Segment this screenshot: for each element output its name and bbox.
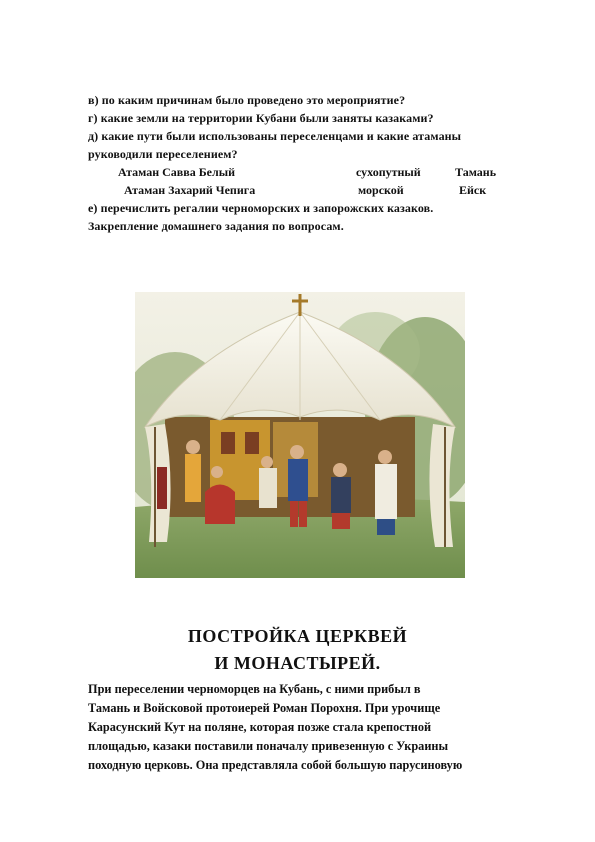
paragraph-line: При переселении черноморцев на Кубань, с ними прибыл в (88, 682, 421, 696)
question-v: в) по каким причинам было проведено это мероприятие? (88, 93, 406, 107)
section-title-line2: И МОНАСТЫРЕЙ. (214, 653, 381, 673)
section-title-line1: ПОСТРОЙКА ЦЕРКВЕЙ (187, 626, 408, 646)
route-type: сухопутный (356, 165, 421, 179)
homework-note: Закрепление домашнего задания по вопросам. (88, 219, 344, 233)
route-place: Тамань (455, 165, 497, 179)
route-type: морской (358, 183, 404, 197)
question-e: е) перечислить регалии черноморских и запорожских казаков. (88, 201, 434, 215)
question-d-line2: руководили переселением? (88, 147, 238, 161)
route-place: Ейск (459, 183, 487, 197)
church-tent-illustration (135, 292, 465, 578)
ataman-name: Атаман Захарий Чепига (124, 183, 256, 197)
question-g: г) какие земли на территории Кубани были заняты казаками? (88, 111, 434, 125)
ataman-name: Атаман Савва Белый (118, 165, 236, 179)
paragraph-line: Тамань и Войсковой протоиерей Роман Порохня. При урочище (88, 701, 441, 715)
paragraph-line: походную церковь. Она представляла собой большую парусиновую (88, 758, 463, 772)
paragraph-line: Карасунский Кут на поляне, которая позже стала крепостной (88, 720, 432, 734)
paragraph-line: площадью, казаки поставили поначалу привезенную с Украины (88, 739, 449, 753)
question-d-line1: д) какие пути были использованы переселенцами и какие атаманы (88, 129, 462, 143)
